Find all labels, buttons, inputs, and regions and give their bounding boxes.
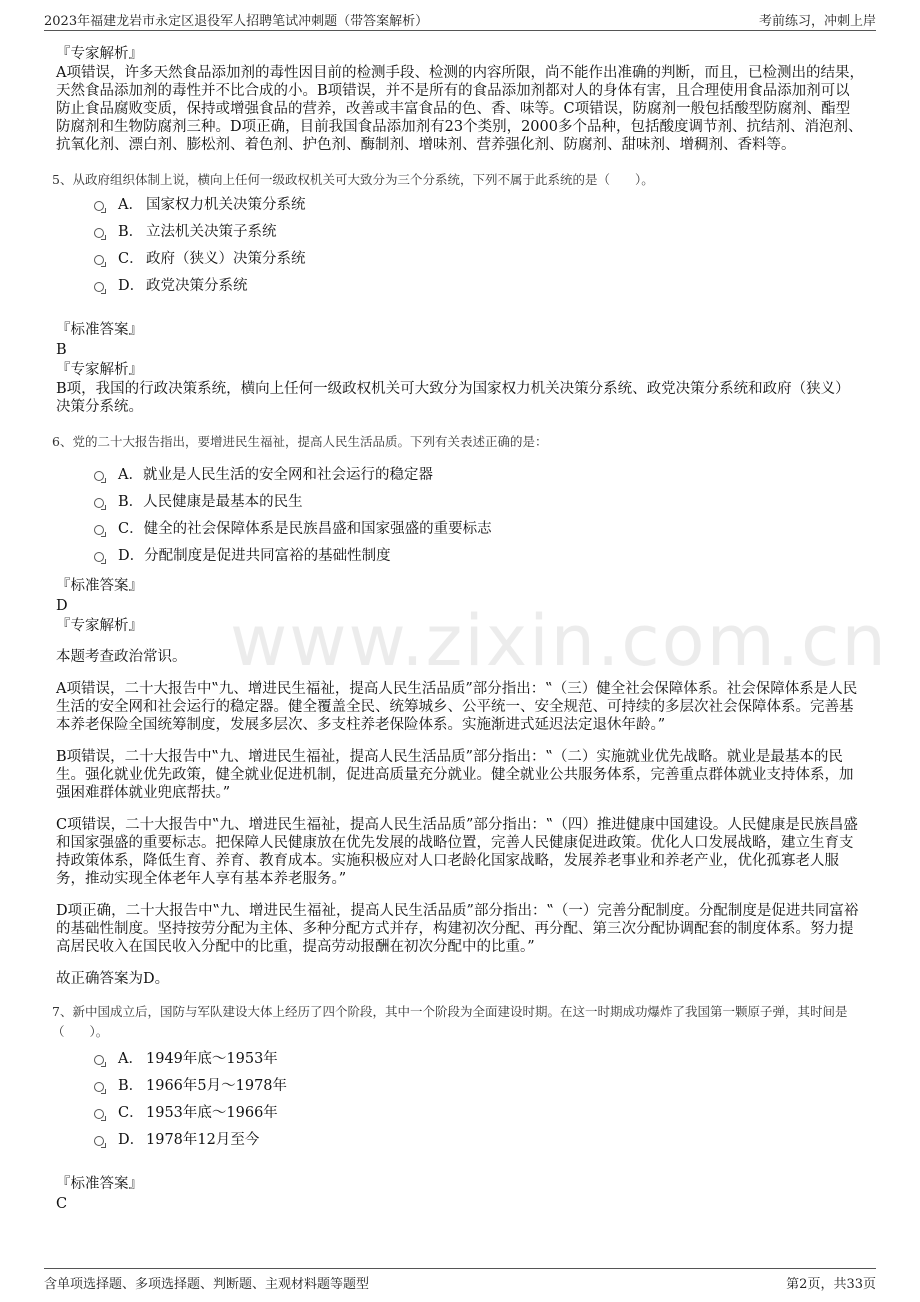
q4-analysis: A项错误，许多天然食品添加剂的毒性因目前的检测手段、检测的内容所限，尚不能作出准确的判断，而且，已检测出的结果，天然食品添加剂的毒性并不比合成的小。B项错误，并不是所有的食品添加剂都对人的身体有害，且合理使用食品添加剂可以防止食品腐败变质，保持或增强食品的营养，改善或丰富食品的色、香、味等。C项错误，防腐剂一般包括酸型防腐剂、酯型防腐剂和生物防腐剂三种。D项正确，目前我国食品添加剂有23个类别，2000多个品种，包括酸度调节剂、抗结剂、消泡剂、抗氧化剂、漂白剂、膨松剂、着色剂、护色剂、酶制剂、增味剂、营养强化剂、防腐剂、甜味剂、增稠剂、香料等。 [56,65,864,153]
q6-analysis-b: B项错误，二十大报告中‟九、增进民生福祉，提高人民生活品质”部分指出：‟（二）实施就业优先战略。就业是最基本的民生。强化就业优先政策，健全就业促进机制，促进高质量充分就业。健全就业公共服务体系，完善重点群体就业支持体系，加强困难群体就业兜底帮扶。” [56,749,854,801]
q6-option-d[interactable]: D．分配制度是促进共同富裕的基础性制度 [56,543,864,570]
standard-answer-label: 『标准答案』 [56,1176,143,1192]
expert-analysis-label: 『专家解析』 [56,618,143,634]
q7-option-a[interactable]: A． 1949年底～1953年 [56,1046,864,1073]
q6-options [56,462,864,570]
expert-analysis-label: 『专家解析』 [56,46,143,62]
page-content [52,44,888,1214]
q7-option-b[interactable]: B． 1966年5月～1978年 [56,1073,864,1100]
q6-option-c[interactable]: C．健全的社会保障体系是民族昌盛和国家强盛的重要标志 [56,516,864,543]
q6-option-b[interactable]: B．人民健康是最基本的民生 [56,489,864,516]
q7-options [56,1046,864,1154]
question-7: 7、新中国成立后，国防与军队建设大体上经历了四个阶段，其中一个阶段为全面建设时期。在这一时期成功爆炸了我国第一颗原子弹，其时间是（ ）。 [52,1004,848,1039]
watermark: www.zixin.com.cn [230,600,888,682]
q6-option-a[interactable]: A．就业是人民生活的安全网和社会运行的稳定器 [56,462,864,489]
standard-answer-label: 『标准答案』 [56,322,143,338]
q6-conclusion: 故正确答案为D。 [56,971,170,987]
q7-option-d[interactable]: D． 1978年12月至今 [56,1127,864,1154]
q6-answer: D [56,598,68,614]
q6-intro: 本题考查政治常识。 [56,649,187,665]
q5-option-a[interactable]: A． 国家权力机关决策分系统 [56,192,864,219]
header-slogan: 考前练习，冲刺上岸 [758,14,876,29]
q5-options [56,192,864,300]
q7-option-c[interactable]: C． 1953年底～1966年 [56,1100,864,1127]
page-footer [44,1268,876,1295]
q5-answer: B [56,342,67,358]
q7-answer: C [56,1196,68,1212]
q5-option-b[interactable]: B． 立法机关决策子系统 [56,219,864,246]
question-5: 5、从政府组织体制上说，横向上任何一级政权机关可大致分为三个分系统，下列不属于此系统的是（ ）。 [52,172,654,187]
q5-analysis: B项，我国的行政决策系统，横向上任何一级政权机关可大致分为国家权力机关决策分系统、政党决策分系统和政府（狭义）决策分系统。 [56,381,850,415]
page-number: 第2页，共33页 [786,1277,876,1292]
footer-question-types: 含单项选择题、多项选择题、判断题、主观材料题等题型 [44,1277,370,1292]
q5-option-d[interactable]: D． 政党决策分系统 [56,273,864,300]
q5-option-c[interactable]: C． 政府（狭义）决策分系统 [56,246,864,273]
q6-analysis-d: D项正确，二十大报告中‟九、增进民生福祉，提高人民生活品质”部分指出：‟（一）完善分配制度。分配制度是促进共同富裕的基础性制度。坚持按劳分配为主体、多种分配方式并存，构建初次分配、再分配、第三次分配协调配套的制度体系。努力提高居民收入在国民收入分配中的比重，提高劳动报酬在初次分配中的比重。” [56,903,859,955]
document-title: 2023年福建龙岩市永定区退役军人招聘笔试冲刺题（带答案解析） [44,14,429,29]
standard-answer-label: 『标准答案』 [56,578,143,594]
page-header [44,8,876,31]
q6-analysis-c: C项错误，二十大报告中‟九、增进民生福祉，提高人民生活品质”部分指出：‟（四）推进健康中国建设。人民健康是民族昌盛和国家强盛的重要标志。把保障人民健康放在优先发展的战略位置，完善人民健康促进政策。优化人口发展战略，建立生育支持政策体系，降低生育、养育、教育成本。实施积极应对人口老龄化国家战略，发展养老事业和养老产业，优化孤寡老人服务，推动实现全体老年人享有基本养老服务。” [56,817,858,887]
expert-analysis-label: 『专家解析』 [56,362,143,378]
question-6: 6、党的二十大报告指出，要增进民生福祉，提高人民生活品质。下列有关表述正确的是： [52,434,548,449]
q6-analysis-a: A项错误，二十大报告中‟九、增进民生福祉，提高人民生活品质”部分指出：‟（三）健全社会保障体系。社会保障体系是人民生活的安全网和社会运行的稳定器。健全覆盖全民、统筹城乡、公平统一、安全规范、可持续的多层次社会保障体系。完善基本养老保险全国统筹制度，发展多层次、多支柱养老保险体系。实施渐进式延迟法定退休年龄。” [56,681,858,733]
